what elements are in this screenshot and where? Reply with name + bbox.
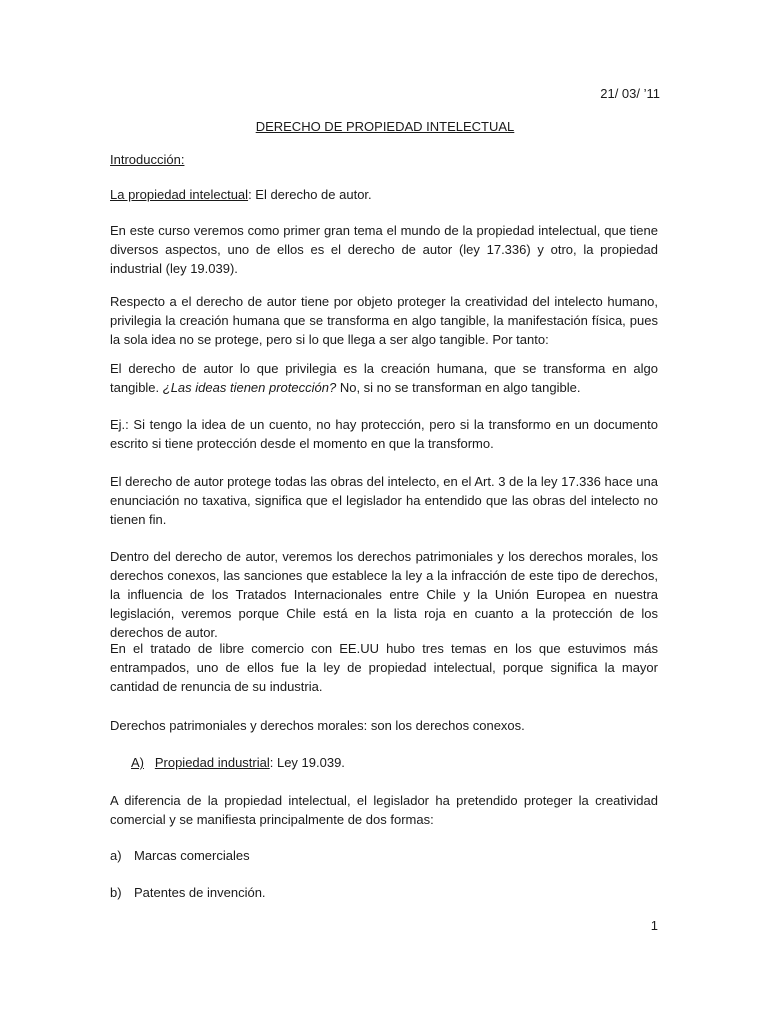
list-item	[110, 883, 266, 902]
paragraph-3-b: No, si no se transforman en algo tangible.	[336, 380, 581, 395]
intro-heading-text: Introducción:	[110, 152, 185, 167]
section-a-label: A)	[131, 755, 144, 770]
document-title: DERECHO DE PROPIEDAD INTELECTUAL	[255, 119, 515, 134]
paragraph-2: Respecto a el derecho de autor tiene por objeto proteger la creatividad del intelecto humano, privilegia la creación humana que se transforma en algo tangible, la manifestación física, pues la sola idea no se protege, pero si lo que llega a ser algo tangible. Por tanto:	[110, 294, 658, 347]
paragraph-3	[110, 359, 658, 397]
list-item-text: Marcas comerciales	[134, 848, 250, 863]
paragraph-6: Dentro del derecho de autor, veremos los derechos patrimoniales y los derechos morales, los derechos conexos, las sanciones que establece la ley a la infracción de este tipo de derechos, la influencia de los Tratados Internacionales entre Chile y la Unión Europea en nuestra legislación, veremos porque Chile está en la lista roja en cuanto a la protección de los derechos de autor.	[110, 549, 658, 640]
list-item-label: a)	[110, 848, 122, 863]
paragraph-4: Ej.: Si tengo la idea de un cuento, no hay protección, pero si la transformo en un documento escrito si tiene protección desde el momento en que la transformo.	[110, 417, 658, 451]
paragraph-5: El derecho de autor protege todas las obras del intelecto, en el Art. 3 de la ley 17.336 hace una enunciación no taxativa, significa que el legislador ha entendido que las obras del intelecto no tienen fin.	[110, 474, 658, 527]
section-a-rest: : Ley 19.039.	[269, 755, 345, 770]
section-a-underlined: Propiedad industrial	[154, 755, 270, 770]
subheading-underlined: La propiedad intelectual	[110, 187, 249, 202]
list-item-label: b)	[110, 885, 122, 900]
subheading	[110, 185, 658, 204]
section-a-heading	[131, 753, 345, 772]
intro-heading	[110, 150, 658, 169]
paragraph-3-a: El derecho de autor lo que privilegia es la creación humana, que se transforma en algo tangible.	[110, 361, 658, 395]
list-item	[110, 846, 250, 865]
paragraph-7: En el tratado de libre comercio con EE.UU hubo tres temas en los que estuvimos más entrampados, uno de ellos fue la ley de propiedad intelectual, porque significa la mayor cantidad de renuncia de su industria.	[110, 641, 658, 694]
document-date: 21/ 03/ ’11	[600, 86, 660, 101]
paragraph-1: En este curso veremos como primer gran tema el mundo de la propiedad intelectual, que tiene diversos aspectos, uno de ellos es el derecho de autor (ley 17.336) y otro, la propiedad industrial (ley 19.039).	[110, 223, 658, 276]
page-number: 1	[650, 918, 658, 933]
subheading-rest: : El derecho de autor.	[248, 187, 372, 202]
paragraph-8: Derechos patrimoniales y derechos morales: son los derechos conexos.	[110, 718, 525, 733]
paragraph-9: A diferencia de la propiedad intelectual, el legislador ha pretendido proteger la creatividad comercial y se manifiesta principalmente de dos formas:	[110, 793, 658, 827]
list-item-text: Patentes de invención.	[134, 885, 266, 900]
paragraph-3-question: ¿Las ideas tienen protección?	[162, 380, 337, 395]
